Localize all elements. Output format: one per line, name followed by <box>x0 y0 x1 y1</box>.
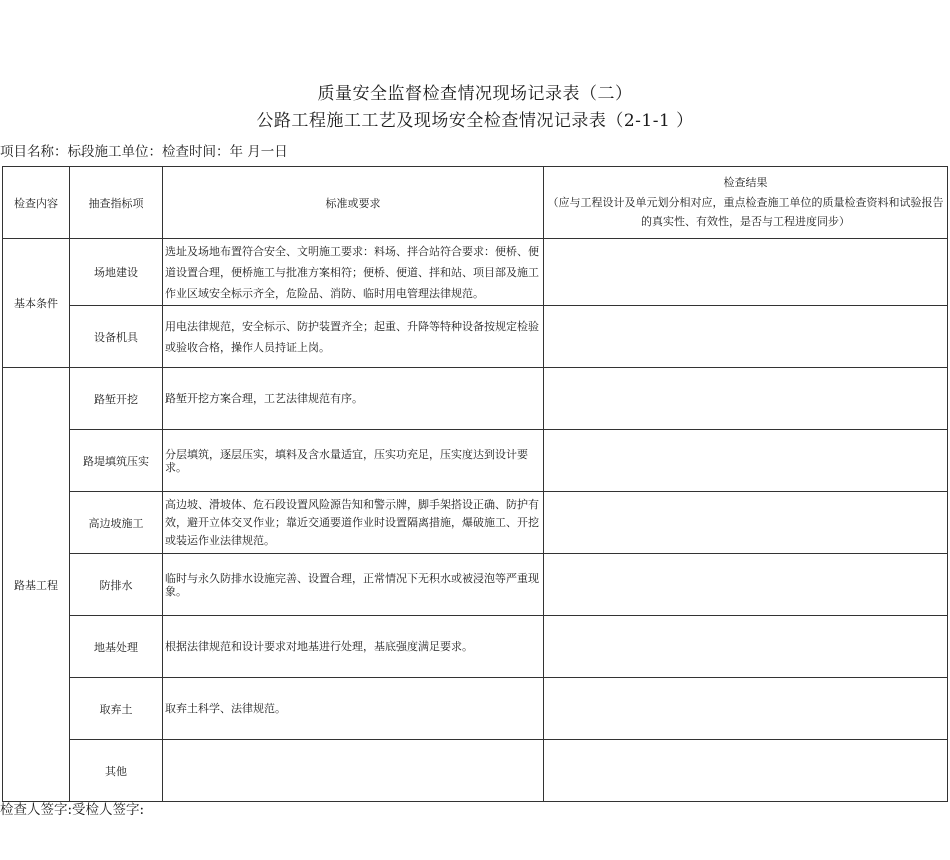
indicator-cell: 路堤填筑压实 <box>70 430 163 492</box>
standard-cell: 高边坡、滑坡体、危石段设置风险源告知和警示牌，脚手架搭设正确、防护有效，避开立体交叉作业；靠近交通要道作业时设置隔离措施，爆破施工、开挖或装运作业法律规范。 <box>163 492 544 554</box>
standard-cell: 选址及场地布置符合安全、文明施工要求：料场、拌合站符合要求：便桥、便道设置合理，便桥施工与批准方案相符；便桥、便道、拌和站、项目部及施工作业区域安全标示齐全，危险品、消防、临时用电管理法律规范。 <box>163 239 544 306</box>
standard-cell: 分层填筑，逐层压实，填料及含水量适宜，压实功充足，压实度达到设计要求。 <box>163 430 544 492</box>
indicator-cell: 地基处理 <box>70 616 163 678</box>
table-row <box>3 554 948 616</box>
standard-cell: 路堑开挖方案合理，工艺法律规范有序。 <box>163 368 544 430</box>
table-row <box>3 678 948 740</box>
page-title: 质量安全监督检查情况现场记录表（二） <box>317 84 633 104</box>
standard-cell: 用电法律规范，安全标示、防护装置齐全；起重、升降等特种设备按规定检验或验收合格，操作人员持证上岗。 <box>163 306 544 368</box>
result-cell[interactable] <box>544 678 948 740</box>
category-cell: 基本条件 <box>3 239 70 368</box>
standard-cell: 取弃土科学、法律规范。 <box>163 678 544 740</box>
standard-cell <box>163 740 544 802</box>
header-content: 检查内容 <box>3 167 70 239</box>
table-row <box>3 239 948 306</box>
result-cell[interactable] <box>544 492 948 554</box>
indicator-cell: 防排水 <box>70 554 163 616</box>
result-cell[interactable] <box>544 740 948 802</box>
indicator-cell: 路堑开挖 <box>70 368 163 430</box>
standard-cell: 根据法律规范和设计要求对地基进行处理，基底强度满足要求。 <box>163 616 544 678</box>
category-cell: 路基工程 <box>3 368 70 802</box>
table-row <box>3 616 948 678</box>
header-result-title: 检查结果 <box>723 176 768 190</box>
indicator-cell: 设备机具 <box>70 306 163 368</box>
header-indicator: 抽查指标项 <box>70 167 163 239</box>
table-row <box>3 430 948 492</box>
result-cell[interactable] <box>544 430 948 492</box>
table-row <box>3 306 948 368</box>
inspection-table <box>2 166 948 802</box>
result-cell[interactable] <box>544 554 948 616</box>
indicator-cell: 其他 <box>70 740 163 802</box>
standard-cell: 临时与永久防排水设施完善、设置合理，正常情况下无积水或被浸泡等严重现象。 <box>163 554 544 616</box>
header-standard: 标准或要求 <box>163 167 544 239</box>
page-subtitle: 公路工程施工工艺及现场安全检查情况记录表（2-1-1 ） <box>256 111 694 131</box>
signature-line: 检查人签字:受检人签字: <box>0 802 145 818</box>
indicator-cell: 取弃土 <box>70 678 163 740</box>
project-meta-line: 项目名称：标段施工单位：检查时间：年 月一日 <box>0 144 288 160</box>
table-row <box>3 368 948 430</box>
result-cell[interactable] <box>544 239 948 306</box>
header-result-note: （应与工程设计及单元划分相对应，重点检查施工单位的质量检查资料和试验报告的真实性、有效性，是否与工程进度同步） <box>547 195 944 229</box>
indicator-cell: 高边坡施工 <box>70 492 163 554</box>
table-header-row <box>3 167 948 239</box>
indicator-cell: 场地建设 <box>70 239 163 306</box>
table-row <box>3 492 948 554</box>
table-row <box>3 740 948 802</box>
result-cell[interactable] <box>544 306 948 368</box>
result-cell[interactable] <box>544 616 948 678</box>
header-result <box>544 167 948 239</box>
result-cell[interactable] <box>544 368 948 430</box>
